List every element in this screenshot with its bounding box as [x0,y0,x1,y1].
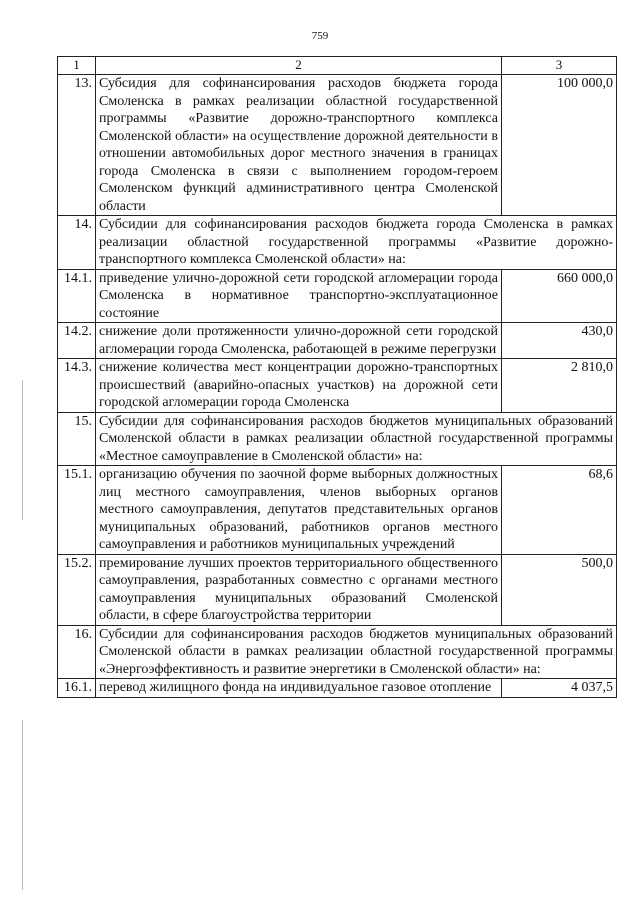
page-number: 759 [311,30,329,42]
row-description: Субсидии для софинансирования расходов бюджетов муниципальных образований Смоленской области в рамках реализации областной государственной программы «Энергоэффективность и развитие энергетики в Смоленской области» на: [96,625,617,679]
row-number: 14.3. [58,359,96,413]
scan-artifact-line [22,380,23,520]
table-row [58,554,617,625]
row-amount: 430,0 [502,323,617,359]
table-row [58,323,617,359]
row-description: снижение доли протяженности улично-дорожной сети городской агломерации города Смоленска, работающей в режиме перегрузки [96,323,502,359]
row-description: перевод жилищного фонда на индивидуальное газовое отопление [96,679,502,698]
column-header: 3 [502,57,617,75]
row-amount: 660 000,0 [502,269,617,323]
row-description: приведение улично-дорожной сети городской агломерации города Смоленска в нормативное транспортно-эксплуатационное состояние [96,269,502,323]
row-description: Субсидии для софинансирования расходов бюджета города Смоленска в рамках реализации областной государственной программы «Развитие дорожно-транспортного комплекса Смоленской области» на: [96,216,617,270]
row-description: Субсидия для софинансирования расходов бюджета города Смоленска в рамках реализации областной государственной программы «Развитие дорожно-транспортного комплекса Смоленской области» на осуществление дорожной деятельности в отношении автомобильных дорог местного значения в границах города Смоленска в связи с выполнением городом-героем Смоленском функций административного центра Смоленской области [96,75,502,216]
row-amount: 2 810,0 [502,359,617,413]
table-row [58,216,617,270]
row-number: 14.2. [58,323,96,359]
table-row [58,359,617,413]
row-amount: 68,6 [502,466,617,555]
subsidy-table [57,56,617,698]
row-description: премирование лучших проектов территориального общественного самоуправления, разработанных совместно с органами местного самоуправления муниципальных образований Смоленской области, в сфере благоустройства территории [96,554,502,625]
row-number: 14. [58,216,96,270]
table-row [58,269,617,323]
scan-artifact-line [22,720,23,890]
row-amount: 500,0 [502,554,617,625]
table-row [58,75,617,216]
row-number: 15.1. [58,466,96,555]
table-row [58,679,617,698]
row-amount: 100 000,0 [502,75,617,216]
table-row [58,625,617,679]
table-row [58,412,617,466]
row-number: 16.1. [58,679,96,698]
row-number: 16. [58,625,96,679]
row-description: Субсидии для софинансирования расходов бюджетов муниципальных образований Смоленской области в рамках реализации областной государственной программы «Местное самоуправление в Смоленской области» на: [96,412,617,466]
row-description: организацию обучения по заочной форме выборных должностных лиц местного самоуправления, членов выборных органов местного самоуправления, депутатов представительных органов муниципальных образований, работников органов местного самоуправления и работников муниципальных учреждений [96,466,502,555]
row-number: 15. [58,412,96,466]
column-header: 1 [58,57,96,75]
row-description: снижение количества мест концентрации дорожно-транспортных происшествий (аварийно-опасных участков) на дорожной сети городской агломерации города Смоленска [96,359,502,413]
table-header-row [58,57,617,75]
column-header: 2 [96,57,502,75]
table-row [58,466,617,555]
row-number: 13. [58,75,96,216]
row-number: 15.2. [58,554,96,625]
row-number: 14.1. [58,269,96,323]
row-amount: 4 037,5 [502,679,617,698]
